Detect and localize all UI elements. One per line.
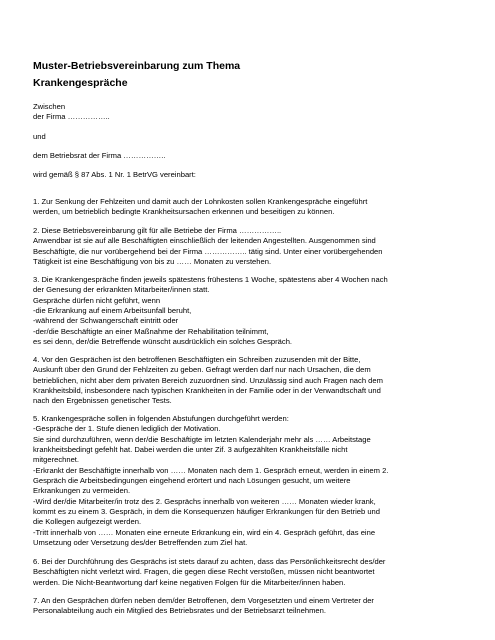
paragraph-line: 7. An den Gesprächen dürfen neben dem/der Betroffenen, dem Vorgesetzten und einem Vertreter der	[33, 596, 374, 605]
paragraph-line: Personalabteilung auch ein Mitglied des Betriebsrates und der Betriebsarzt teilnehmen.	[33, 606, 326, 616]
title-line-2: Krankengespräche	[33, 77, 128, 89]
paragraph-line: kommt es zu einem 3. Gespräch, in dem die Konsequenzen häufiger Erkrankungen für den Betrieb und	[33, 507, 380, 517]
paragraph-line: 1. Zur Senkung der Fehlzeiten und damit auch der Lohnkosten sollen Krankengespräche eingeführt	[33, 197, 368, 206]
paragraph-3	[33, 275, 388, 347]
paragraph-line: -die Erkrankung auf einem Arbeitsunfall beruht,	[33, 306, 192, 316]
paragraph-line: -der/die Beschäftigte an einer Maßnahme der Rehabilitation teilnimmt,	[33, 326, 269, 336]
paragraph-line: 4. Vor den Gesprächen ist den betroffenen Beschäftigten ein Schreiben zuzusenden mit der Bitte,	[33, 355, 361, 364]
intro-und: und	[33, 132, 46, 141]
paragraph-line: nach den Ergebnissen genetischer Tests.	[33, 396, 172, 406]
paragraph-line: werden. Die Nicht-Beantwortung darf keine negativen Folgen für die Mitarbeiter/innen haben.	[33, 577, 346, 587]
paragraph-line: 2. Diese Betriebsvereinbarung gilt für alle Betriebe der Firma ……………..	[33, 226, 282, 235]
intro-betriebsrat: dem Betriebsrat der Firma ……………..	[33, 151, 166, 160]
paragraph-6	[33, 557, 385, 588]
paragraph-line: -Erkrankt der Beschäftigte innerhalb von …… Monaten nach dem 1. Gespräch erneut, werden in einem 2.	[33, 465, 389, 475]
paragraph-line: Krankheitsbild, insbesondere nach typischen Krankheiten in der Familie oder in der Verwandtschaft und	[33, 386, 381, 396]
paragraph-line: Sie sind durchzuführen, wenn der/die Beschäftigte im letzten Kalenderjahr mehr als …… Arbeitstage	[33, 434, 371, 444]
paragraph-5	[33, 414, 388, 548]
paragraph-line: werden, um betrieblich bedingte Krankheitsursachen erkennen und beseitigen zu können.	[33, 207, 335, 217]
intro-vereinbart: wird gemäß § 87 Abs. 1 Nr. 1 BetrVG vereinbart:	[33, 170, 196, 179]
paragraph-line: 6. Bei der Durchführung des Gesprächs ist stets darauf zu achten, dass das Persönlichkeitsrecht des/der	[33, 557, 386, 566]
paragraph-line: Beschäftigte, die nur vorübergehend bei der Firma …………….. tätig sind. Unter einer vorübergehenden	[33, 246, 383, 256]
paragraph-4	[33, 355, 383, 407]
intro-firma: der Firma ……………..	[33, 112, 110, 121]
paragraph-line: Auskunft über den Grund der Fehlzeiten zu geben. Gefragt werden darf nur nach Ursachen, die dem	[33, 365, 371, 375]
paragraph-line: Gespräch die Arbeitsbedingungen eingehend erörtert und nach Lösungen gesucht, um weitere	[33, 476, 351, 486]
paragraph-line: betrieblichen, nicht aber dem privaten Bereich zuzuordnen sind. Unzulässig sind auch Fragen nach dem	[33, 375, 383, 385]
paragraph-line: krankheitsbedingt gefehlt hat. Dabei werden die unter Zif. 3 aufgezählten Krankheitsfälle nicht	[33, 445, 348, 455]
paragraph-line: -Gespräche der 1. Stufe dienen lediglich der Motivation.	[33, 424, 221, 434]
document-title	[33, 58, 240, 92]
paragraph-line: -während der Schwangerschaft eintritt oder	[33, 316, 179, 326]
paragraph-1	[33, 197, 367, 218]
paragraph-line: der Genesung der erkrankten Mitarbeiter/innen statt.	[33, 285, 210, 295]
paragraph-7	[33, 596, 374, 617]
paragraph-line: Erkrankungen zu vermeiden.	[33, 486, 131, 496]
paragraph-line: Gespräche dürfen nicht geführt, wenn	[33, 295, 161, 305]
paragraph-line: es sei denn, der/die Betreffende wünscht ausdrücklich ein solches Gespräch.	[33, 337, 293, 347]
paragraph-line: -Wird der/die Mitarbeiter/in trotz des 2. Gesprächs innerhalb von weiteren …… Monaten wieder krank,	[33, 496, 376, 506]
paragraph-line: Tätigkeit ist eine Beschäftigung von bis zu …… Monaten zu verstehen.	[33, 257, 272, 267]
paragraph-line: Umsetzung oder Versetzung des/der Betreffenden zum Ziel hat.	[33, 538, 248, 548]
paragraph-line: Beschäftigten nicht verletzt wird. Fragen, die gegen diese Recht verstoßen, müssen nicht beantwortet	[33, 567, 375, 577]
paragraph-line: 3. Die Krankengespräche finden jeweils spätestens frühestens 1 Woche, spätestens aber 4 Wochen nach	[33, 275, 388, 284]
paragraph-line: Anwendbar ist sie auf alle Beschäftigten einschließlich der leitenden Angestellten. Ausgenommen sind	[33, 236, 376, 246]
paragraph-line: -Tritt innerhalb von …… Monaten eine erneute Erkrankung ein, wird ein 4. Gespräch geführt, das eine	[33, 527, 376, 537]
paragraph-line: mitgerechnet.	[33, 455, 80, 465]
intro-zwischen: Zwischen	[33, 102, 66, 111]
paragraph-line: die Kollegen aufgezeigt werden.	[33, 517, 142, 527]
title-line-1: Muster-Betriebsvereinbarung zum Thema	[33, 60, 241, 72]
paragraph-line: 5. Krankengespräche sollen in folgenden Abstufungen durchgeführt werden:	[33, 414, 289, 423]
paragraph-2	[33, 226, 383, 267]
